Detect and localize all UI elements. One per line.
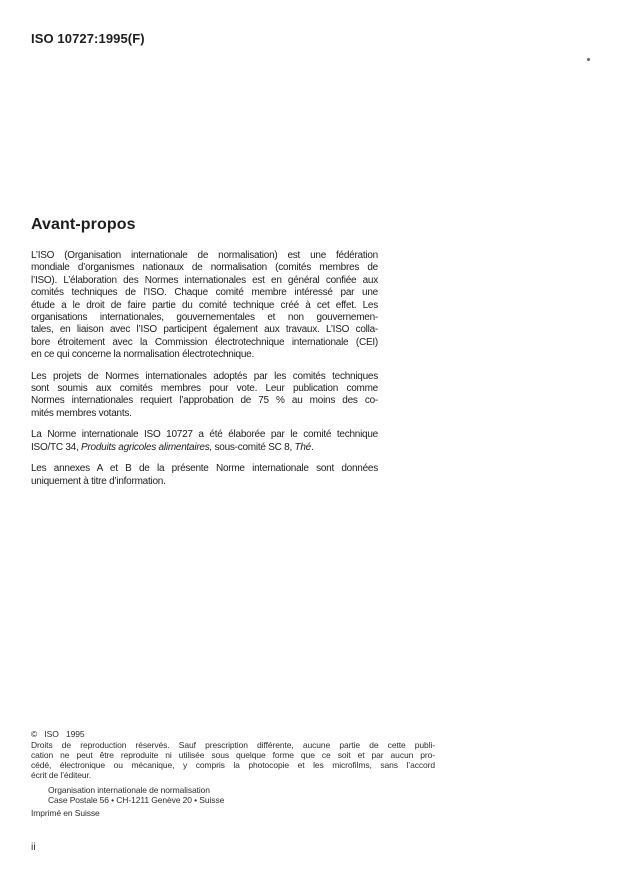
section-title: Avant-propos	[31, 216, 136, 233]
rights-notice	[31, 740, 435, 780]
publisher-block	[48, 785, 435, 805]
italic-committee-name: Produits agricoles alimentaires,	[81, 441, 212, 453]
paragraph-voting	[31, 371, 378, 421]
rights-line: Droits de reproduction réservés. Sauf prescription différente, aucune partie de cette publi-	[31, 740, 435, 750]
paragraph-line: mités membres votants.	[31, 407, 132, 419]
paragraph-line: comités techniques de l’ISO. Chaque comité membre intéressé par une	[31, 287, 378, 299]
paragraph-line: uniquement à titre d’information.	[31, 475, 166, 487]
paragraph-line: tales, en liaison avec l’ISO participent également aux travaux. L’ISO colla-	[31, 324, 378, 336]
paragraph-line: Normes internationales requiert l’approbation de 75 % au moins des co-	[31, 395, 378, 407]
paragraph-line: l’ISO). L’élaboration des Normes internationales est en général confiée aux	[31, 274, 378, 286]
paragraph-line: L’ISO (Organisation internationale de normalisation) est une fédération	[31, 250, 378, 261]
paragraph-line: étude a le droit de faire partie du comité technique créé à cet effet. Les	[31, 299, 378, 311]
page-number: ii	[31, 841, 36, 853]
paragraph-line: Les annexes A et B de la présente Norme internationale sont données	[31, 463, 378, 475]
paragraph-line	[31, 442, 378, 454]
copyright-footer	[31, 729, 435, 818]
paragraph-iso-description	[31, 250, 378, 362]
document-reference: ISO 10727:1995(F)	[31, 31, 145, 46]
scan-artifact-dot	[587, 58, 590, 61]
paragraph-committee	[31, 429, 378, 454]
italic-subcommittee-subject: Thé	[294, 441, 311, 453]
paragraph-line: La Norme internationale ISO 10727 a été élaborée par le comité technique	[31, 429, 378, 441]
paragraph-line: sont soumis aux comités membres pour vote. Leur publication comme	[31, 383, 378, 395]
paragraph-line: mondiale d’organismes nationaux de normalisation (comités membres de	[31, 262, 378, 274]
foreword-section	[31, 216, 378, 497]
rights-line: cédé, électronique ou mécanique, y compris la photocopie et les microfilms, sans l’accord	[31, 760, 435, 770]
paragraph-line: Les projets de Normes internationales adoptés par les comités techniques	[31, 370, 378, 382]
imprint-line: Imprimé en Suisse	[31, 808, 100, 818]
text-run: .	[311, 441, 314, 453]
paragraph-line: en ce qui concerne la normalisation électrotechnique.	[31, 349, 255, 361]
rights-line: écrit de l’éditeur.	[31, 770, 91, 780]
copyright-line: © ISO 1995	[31, 729, 85, 739]
paragraph-line: organisations internationales, gouvernementales et non gouvernemen-	[31, 312, 378, 324]
publisher-address: Case Postale 56 • CH-1211 Genève 20 • Suisse	[48, 795, 225, 805]
text-run: sous-comité SC 8,	[212, 441, 295, 453]
rights-line: cation ne peut être reproduite ni utilisée sous quelque forme que ce soit et par aucun pro-	[31, 750, 435, 760]
paragraph-line: bore étroitement avec la Commission électrotechnique internationale (CEI)	[31, 336, 378, 348]
paragraph-annexes	[31, 463, 378, 488]
publisher-name: Organisation internationale de normalisation	[48, 785, 210, 795]
text-run: ISO/TC 34,	[31, 441, 82, 453]
